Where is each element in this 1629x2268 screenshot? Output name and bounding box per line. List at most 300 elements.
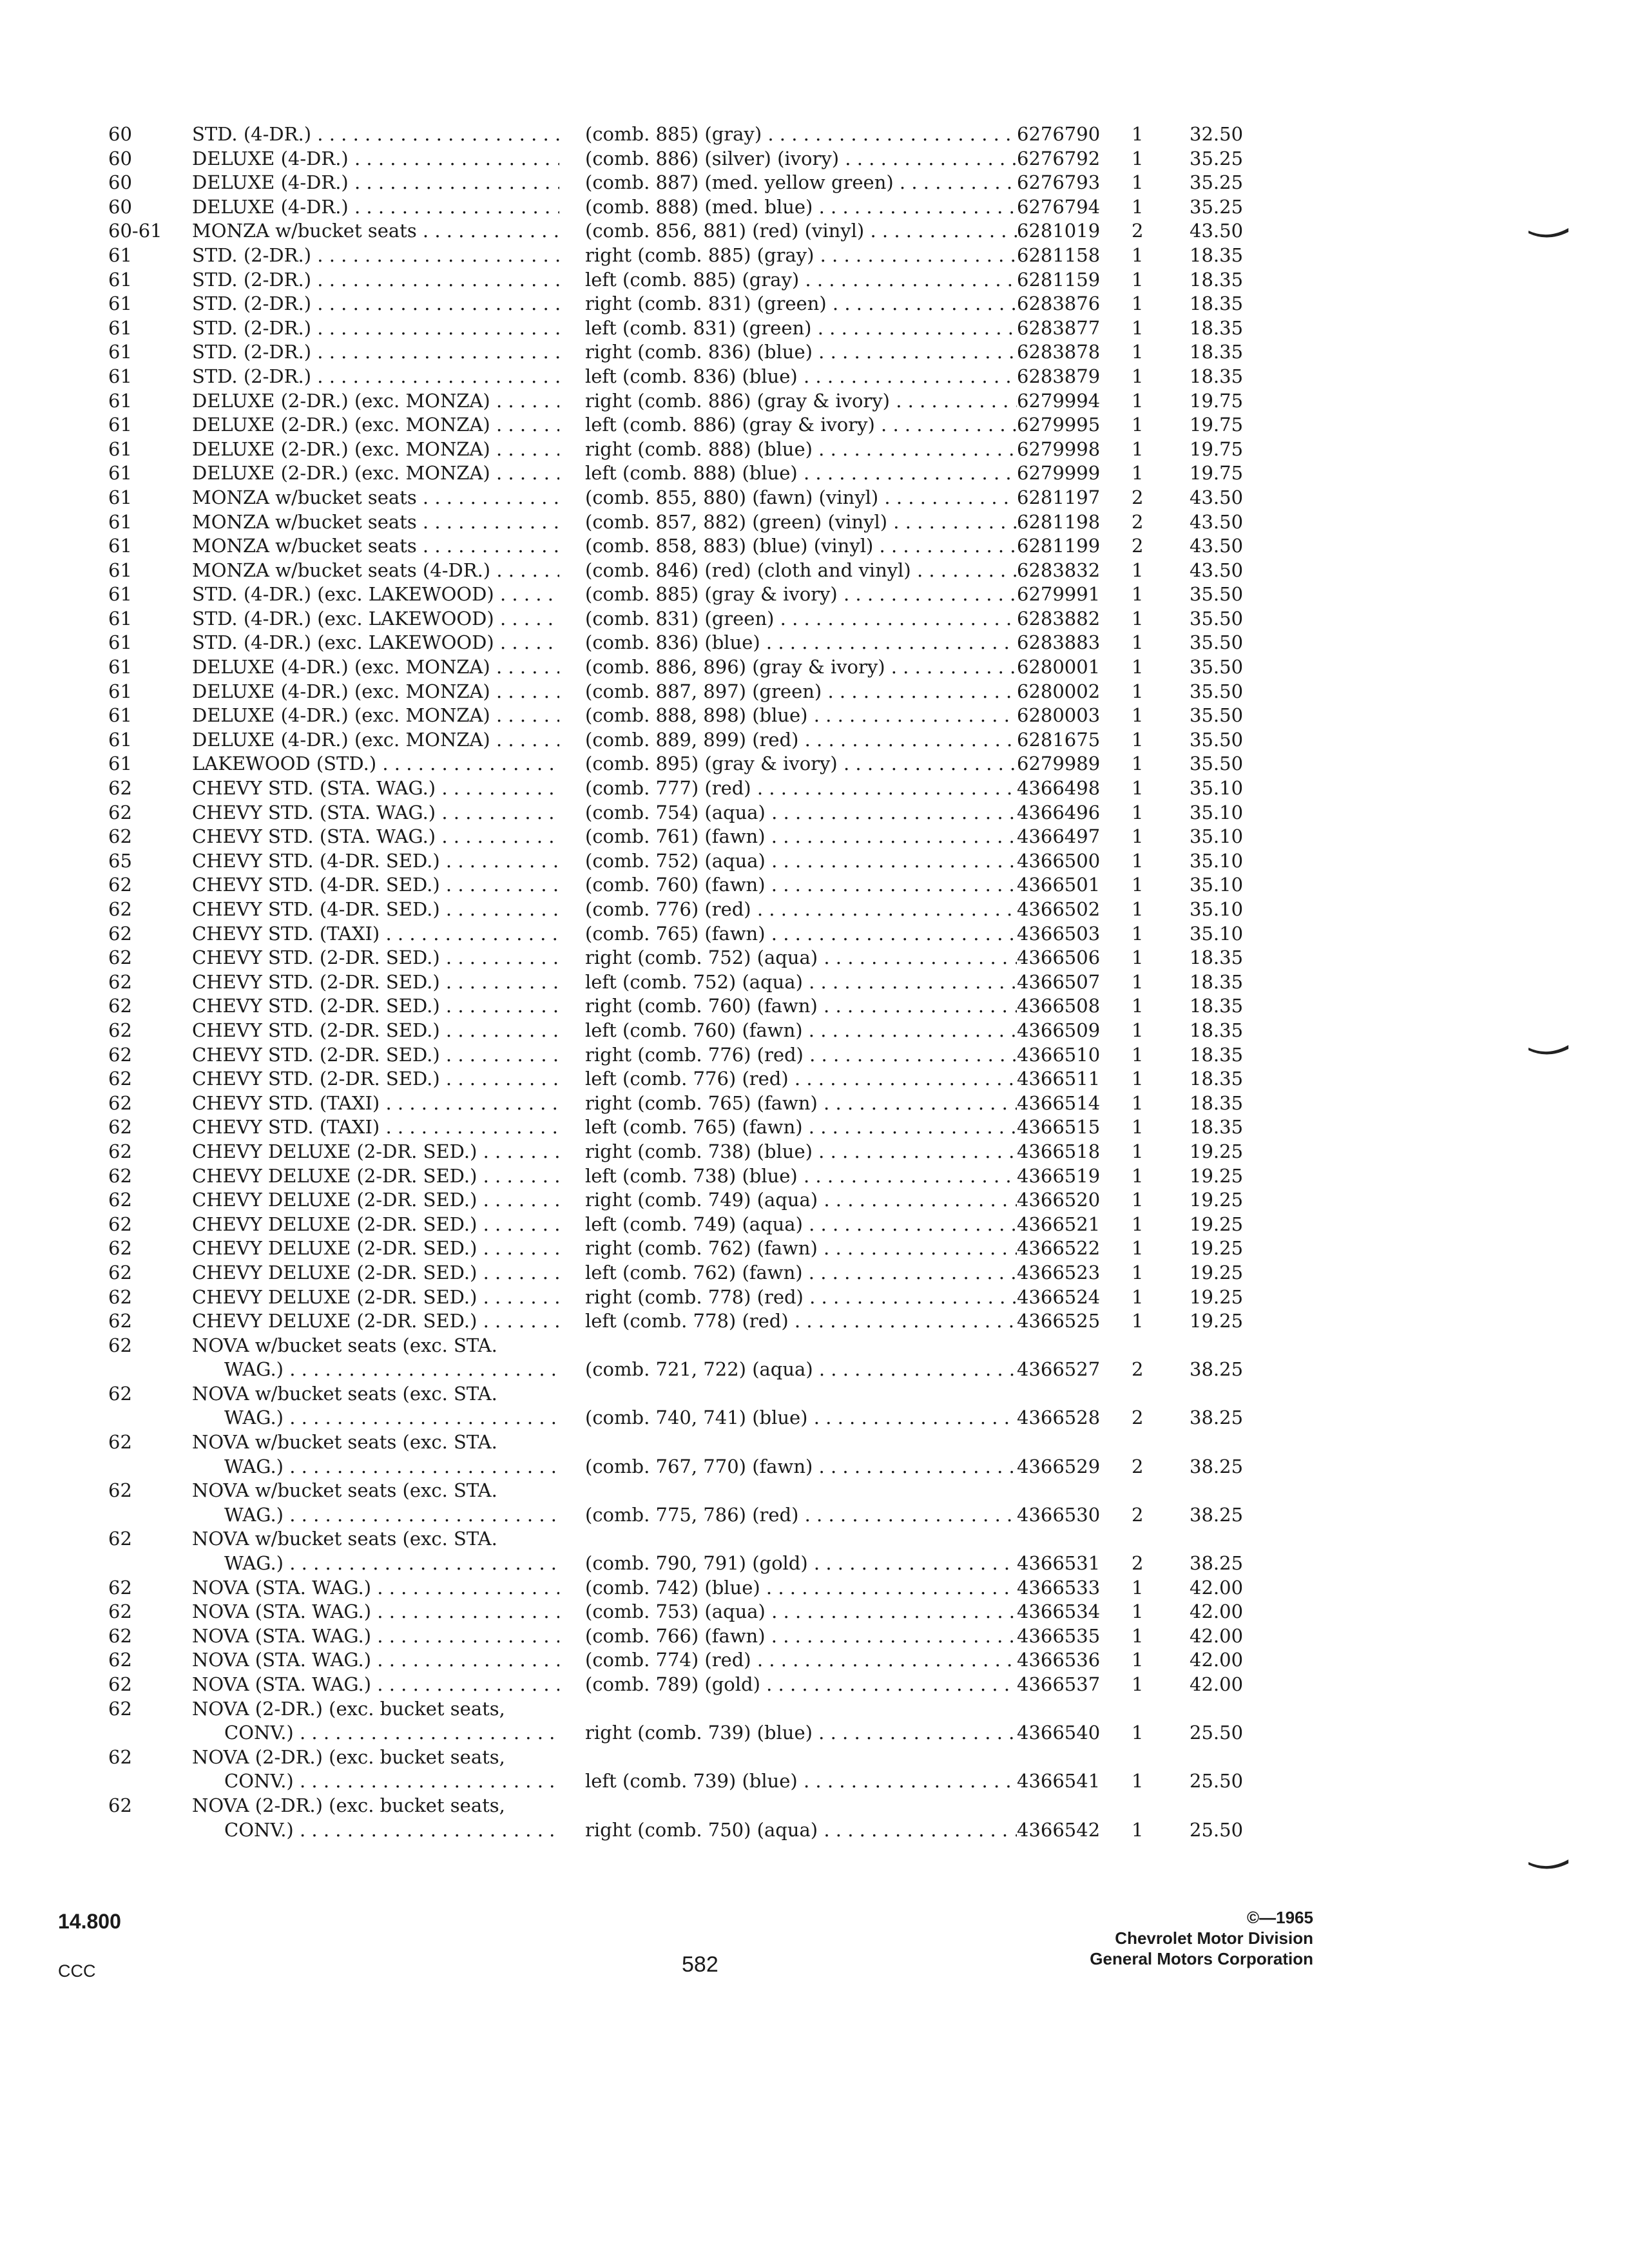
part-number: 4366534: [1017, 1600, 1101, 1623]
table-row: [108, 898, 1268, 922]
quantity: 1: [1132, 680, 1144, 702]
table-row: [108, 1600, 1268, 1624]
part-number: 4366509: [1017, 1019, 1101, 1041]
list-price: 35.25: [1190, 195, 1244, 218]
part-number: 6276792: [1017, 147, 1101, 169]
trim-description: (comb. 789) (gold) . . .: [559, 1673, 1017, 1697]
part-number: 4366498: [1017, 777, 1101, 800]
model-description: MONZA w/bucket seats (4-DR.) . . .: [186, 559, 559, 583]
list-price: 42.00: [1190, 1673, 1244, 1695]
list-price: 42.00: [1190, 1600, 1244, 1623]
model-year: 61: [108, 510, 132, 533]
trim-description: (comb. 740, 741) (blue) . . .: [559, 1406, 1017, 1430]
quantity: 1: [1132, 293, 1144, 315]
part-number: 6279998: [1017, 437, 1101, 460]
trim-description: (comb. 855, 880) (fawn) (vinyl) . . .: [559, 486, 1017, 510]
quantity: 1: [1132, 1576, 1144, 1599]
part-number: 4366540: [1017, 1722, 1101, 1744]
table-row: [108, 946, 1268, 970]
model-year: 62: [108, 1068, 132, 1090]
trim-description: left (comb. 885) (gray) . . .: [559, 268, 1017, 293]
parts-table: [108, 122, 1268, 1842]
model-year: 62: [108, 1382, 132, 1405]
model-description: DELUXE (4-DR.) (exc. MONZA) . . .: [186, 704, 559, 728]
table-row: [108, 704, 1268, 728]
table-row: [108, 849, 1268, 874]
table-row: [108, 1115, 1268, 1140]
table-row: [108, 1648, 1268, 1673]
trim-description: (comb. 775, 786) (red) . . .: [559, 1503, 1017, 1528]
list-price: 35.50: [1190, 656, 1244, 678]
table-row: [108, 244, 1268, 268]
list-price: 18.35: [1190, 1043, 1244, 1066]
trim-description: (comb. 752) (aqua) . . .: [559, 849, 1017, 874]
part-number: 6276793: [1017, 171, 1101, 194]
model-description: [186, 1794, 559, 1842]
quantity: 1: [1132, 1237, 1144, 1260]
table-row: [108, 1334, 1268, 1382]
model-year: 65: [108, 849, 132, 872]
quantity: 1: [1132, 874, 1144, 896]
quantity: 1: [1132, 947, 1144, 969]
part-number: 4366536: [1017, 1649, 1101, 1671]
trim-description: right (comb. 886) (gray & ivory) . . .: [559, 389, 1017, 414]
model-year: 61: [108, 535, 132, 557]
list-price: 43.50: [1190, 510, 1244, 533]
model-description: CHEVY STD. (STA. WAG.) . . .: [186, 776, 559, 801]
quantity: 1: [1132, 462, 1144, 485]
quantity: 1: [1132, 414, 1144, 436]
quantity: 1: [1132, 1770, 1144, 1792]
list-price: 19.25: [1190, 1189, 1244, 1211]
trim-description: right (comb. 739) (blue) . . .: [559, 1721, 1017, 1745]
list-price: 35.10: [1190, 849, 1244, 872]
part-number: 6280002: [1017, 680, 1101, 702]
model-description: STD. (2-DR.) . . .: [186, 244, 559, 268]
model-description: CHEVY STD. (STA. WAG.) . . .: [186, 801, 559, 825]
quantity: 1: [1132, 1116, 1144, 1139]
model-description-line2: WAG.) . . .: [186, 1406, 559, 1430]
model-year: 62: [108, 1140, 132, 1162]
model-description: CHEVY STD. (2-DR. SED.) . . .: [186, 946, 559, 970]
part-number: 6283877: [1017, 316, 1101, 339]
part-number: 4366518: [1017, 1140, 1101, 1162]
model-description: [186, 1745, 559, 1794]
quantity: 1: [1132, 753, 1144, 775]
model-year: 61: [108, 656, 132, 678]
table-row: [108, 873, 1268, 898]
part-number: 6281675: [1017, 728, 1101, 751]
model-year: 62: [108, 801, 132, 823]
quantity: 1: [1132, 1043, 1144, 1066]
model-year: 61: [108, 753, 132, 775]
table-row: [108, 510, 1268, 535]
part-number: 6283832: [1017, 559, 1101, 581]
table-row: [108, 1673, 1268, 1697]
list-price: 35.10: [1190, 777, 1244, 800]
model-year: 62: [108, 825, 132, 848]
table-row: [108, 461, 1268, 486]
model-year: 61: [108, 486, 132, 508]
part-number: 4366501: [1017, 874, 1101, 896]
table-row: [108, 1624, 1268, 1649]
trim-description: (comb. 856, 881) (red) (vinyl) . . .: [559, 219, 1017, 244]
model-year: 62: [108, 1019, 132, 1041]
table-row: [108, 1043, 1268, 1068]
trim-description: (comb. 760) (fawn) . . .: [559, 873, 1017, 898]
quantity: 1: [1132, 1213, 1144, 1235]
part-number: 6283876: [1017, 293, 1101, 315]
quantity: 1: [1132, 583, 1144, 606]
model-description-line1: NOVA w/bucket seats (exc. STA.: [192, 1382, 497, 1405]
model-description: LAKEWOOD (STD.) . . .: [186, 752, 559, 776]
table-row: [108, 534, 1268, 559]
part-number: 4366542: [1017, 1818, 1101, 1841]
quantity: 1: [1132, 631, 1144, 654]
trim-description: right (comb. 750) (aqua) . . .: [559, 1818, 1017, 1843]
model-description: DELUXE (2-DR.) (exc. MONZA) . . .: [186, 461, 559, 486]
model-year: 61: [108, 437, 132, 460]
list-price: 19.25: [1190, 1237, 1244, 1260]
model-year: 62: [108, 1261, 132, 1283]
model-year: 62: [108, 1673, 132, 1695]
model-year: 62: [108, 1479, 132, 1502]
quantity: 1: [1132, 559, 1144, 581]
list-price: 18.35: [1190, 1091, 1244, 1114]
quantity: 1: [1132, 922, 1144, 945]
model-year: 62: [108, 1116, 132, 1139]
list-price: 42.00: [1190, 1649, 1244, 1671]
model-year: 62: [108, 1528, 132, 1550]
part-number: 4366531: [1017, 1552, 1101, 1575]
quantity: 1: [1132, 365, 1144, 387]
trim-description: left (comb. 778) (red) . . .: [559, 1309, 1017, 1334]
list-price: 43.50: [1190, 220, 1244, 242]
model-description: CHEVY STD. (TAXI) . . .: [186, 1115, 559, 1140]
trim-description: left (comb. 762) (fawn) . . .: [559, 1261, 1017, 1285]
part-number: 4366514: [1017, 1091, 1101, 1114]
table-row: [108, 582, 1268, 607]
list-price: 19.75: [1190, 389, 1244, 412]
table-row: [108, 1236, 1268, 1261]
model-year: 62: [108, 947, 132, 969]
trim-description: left (comb. 738) (blue) . . .: [559, 1164, 1017, 1189]
model-description: CHEVY STD. (TAXI) . . .: [186, 1091, 559, 1116]
section-number: 14.800: [58, 1910, 121, 1933]
model-year: 61: [108, 607, 132, 629]
trim-description: (comb. 790, 791) (gold) . . .: [559, 1552, 1017, 1576]
trim-description: left (comb. 749) (aqua) . . .: [559, 1213, 1017, 1237]
trim-description: right (comb. 738) (blue) . . .: [559, 1140, 1017, 1164]
part-number: 4366525: [1017, 1310, 1101, 1332]
list-price: 19.25: [1190, 1140, 1244, 1162]
quantity: 1: [1132, 1649, 1144, 1671]
trim-description: left (comb. 776) (red) . . .: [559, 1067, 1017, 1091]
table-row: [108, 340, 1268, 365]
model-description-line1: NOVA w/bucket seats (exc. STA.: [192, 1479, 497, 1502]
division-name: Chevrolet Motor Division: [1115, 1928, 1313, 1948]
table-row: [108, 219, 1268, 244]
list-price: 18.35: [1190, 341, 1244, 363]
list-price: 38.25: [1190, 1552, 1244, 1575]
quantity: 1: [1132, 123, 1144, 145]
model-description-line1: NOVA w/bucket seats (exc. STA.: [192, 1334, 497, 1356]
quantity: 1: [1132, 1019, 1144, 1041]
table-row: [108, 171, 1268, 195]
quantity: 1: [1132, 970, 1144, 993]
copyright-block: [1090, 1907, 1313, 1969]
table-row: [108, 752, 1268, 776]
quantity: 1: [1132, 1600, 1144, 1623]
quantity: 2: [1132, 510, 1144, 533]
table-row: [108, 1140, 1268, 1164]
part-number: 4366523: [1017, 1261, 1101, 1283]
corporation-name: General Motors Corporation: [1090, 1949, 1313, 1968]
model-year: 62: [108, 1431, 132, 1454]
part-number: 4366528: [1017, 1407, 1101, 1429]
part-number: 4366507: [1017, 970, 1101, 993]
model-description-line1: NOVA (2-DR.) (exc. bucket seats,: [192, 1794, 505, 1816]
model-description: CHEVY STD. (4-DR. SED.) . . .: [186, 873, 559, 898]
quantity: 1: [1132, 195, 1144, 218]
quantity: 1: [1132, 1722, 1144, 1744]
part-number: 4366519: [1017, 1164, 1101, 1187]
model-description-line1: NOVA w/bucket seats (exc. STA.: [192, 1431, 497, 1454]
model-year: 62: [108, 1043, 132, 1066]
trim-description: (comb. 766) (fawn) . . .: [559, 1624, 1017, 1649]
part-number: 6283878: [1017, 341, 1101, 363]
list-price: 38.25: [1190, 1358, 1244, 1381]
model-year: 61: [108, 631, 132, 654]
model-year: 61: [108, 341, 132, 363]
model-description: DELUXE (4-DR.) . . .: [186, 171, 559, 195]
trim-description: right (comb. 752) (aqua) . . .: [559, 946, 1017, 970]
part-number: 4366521: [1017, 1213, 1101, 1235]
list-price: 35.10: [1190, 922, 1244, 945]
list-price: 19.25: [1190, 1164, 1244, 1187]
binder-tab-mark: [1528, 1045, 1568, 1057]
model-year: 62: [108, 1237, 132, 1260]
part-number: 6281198: [1017, 510, 1101, 533]
trim-description: (comb. 761) (fawn) . . .: [559, 825, 1017, 849]
trim-description: left (comb. 836) (blue) . . .: [559, 365, 1017, 389]
part-number: 6281197: [1017, 486, 1101, 508]
model-description-line1: NOVA (2-DR.) (exc. bucket seats,: [192, 1697, 505, 1720]
list-price: 35.50: [1190, 728, 1244, 751]
trim-description: (comb. 888, 898) (blue) . . .: [559, 704, 1017, 728]
table-row: [108, 1188, 1268, 1213]
table-row: [108, 1067, 1268, 1091]
part-number: 4366506: [1017, 947, 1101, 969]
part-number: 4366500: [1017, 849, 1101, 872]
model-year: 61: [108, 268, 132, 291]
model-description: DELUXE (2-DR.) (exc. MONZA) . . .: [186, 389, 559, 414]
model-description-line2: CONV.) . . .: [186, 1721, 559, 1745]
model-year: 62: [108, 1576, 132, 1599]
table-row: [108, 1213, 1268, 1237]
model-description: MONZA w/bucket seats . . .: [186, 486, 559, 510]
model-year: 62: [108, 898, 132, 920]
model-year: 62: [108, 970, 132, 993]
model-description: STD. (2-DR.) . . .: [186, 292, 559, 316]
model-year: 61: [108, 462, 132, 485]
quantity: 1: [1132, 147, 1144, 169]
model-year: 60: [108, 123, 132, 145]
model-description: CHEVY STD. (2-DR. SED.) . . .: [186, 1067, 559, 1091]
trim-description: right (comb. 831) (green) . . .: [559, 292, 1017, 316]
model-description: DELUXE (2-DR.) (exc. MONZA) . . .: [186, 437, 559, 462]
model-description: STD. (4-DR.) (exc. LAKEWOOD) . . .: [186, 582, 559, 607]
table-row: [108, 1745, 1268, 1794]
trim-description: (comb. 767, 770) (fawn) . . .: [559, 1455, 1017, 1479]
part-number: 6276790: [1017, 123, 1101, 145]
binder-tab-mark: [1528, 228, 1568, 240]
part-number: 4366522: [1017, 1237, 1101, 1260]
model-description: STD. (4-DR.) . . .: [186, 122, 559, 147]
model-year: 60: [108, 147, 132, 169]
list-price: 19.75: [1190, 437, 1244, 460]
list-price: 19.25: [1190, 1261, 1244, 1283]
trim-description: (comb. 858, 883) (blue) (vinyl) . . .: [559, 534, 1017, 559]
quantity: 1: [1132, 1189, 1144, 1211]
list-price: 18.35: [1190, 970, 1244, 993]
quantity: 1: [1132, 704, 1144, 727]
model-year: 62: [108, 995, 132, 1017]
quantity: 1: [1132, 777, 1144, 800]
trim-description: (comb. 836) (blue) . . .: [559, 631, 1017, 655]
model-year: 61: [108, 244, 132, 266]
quantity: 1: [1132, 1310, 1144, 1332]
list-price: 35.50: [1190, 607, 1244, 629]
table-row: [108, 1164, 1268, 1189]
part-number: 6281158: [1017, 244, 1101, 266]
model-description-line2: WAG.) . . .: [186, 1358, 559, 1382]
model-description: STD. (2-DR.) . . .: [186, 340, 559, 365]
model-year: 62: [108, 1697, 132, 1720]
quantity: 1: [1132, 656, 1144, 678]
trim-description: left (comb. 831) (green) . . .: [559, 316, 1017, 341]
model-description: [186, 1527, 559, 1575]
part-number: 4366533: [1017, 1576, 1101, 1599]
table-row: [108, 801, 1268, 825]
list-price: 18.35: [1190, 1068, 1244, 1090]
table-row: [108, 486, 1268, 510]
trim-description: left (comb. 752) (aqua) . . .: [559, 970, 1017, 995]
model-year: 62: [108, 1600, 132, 1623]
part-number: 4366537: [1017, 1673, 1101, 1695]
model-year: 62: [108, 1745, 132, 1768]
list-price: 35.25: [1190, 171, 1244, 194]
model-description: DELUXE (2-DR.) (exc. MONZA) . . .: [186, 413, 559, 437]
quantity: 1: [1132, 849, 1144, 872]
model-description: [186, 1430, 559, 1479]
trim-description: (comb. 887, 897) (green) . . .: [559, 680, 1017, 704]
model-description: CHEVY STD. (2-DR. SED.) . . .: [186, 1019, 559, 1043]
trim-description: (comb. 857, 882) (green) (vinyl) . . .: [559, 510, 1017, 535]
part-number: 6279991: [1017, 583, 1101, 606]
quantity: 1: [1132, 898, 1144, 920]
list-price: 25.50: [1190, 1722, 1244, 1744]
model-description: CHEVY STD. (4-DR. SED.) . . .: [186, 849, 559, 874]
table-row: [108, 631, 1268, 655]
list-price: 18.35: [1190, 244, 1244, 266]
model-year: 61: [108, 414, 132, 436]
part-number: 4366503: [1017, 922, 1101, 945]
table-row: [108, 365, 1268, 389]
table-row: [108, 437, 1268, 462]
model-description: [186, 1334, 559, 1382]
model-description: CHEVY DELUXE (2-DR. SED.) . . .: [186, 1285, 559, 1310]
quantity: 1: [1132, 1285, 1144, 1308]
trim-description: (comb. 774) (red) . . .: [559, 1648, 1017, 1673]
model-year: 61: [108, 680, 132, 702]
part-number: 6281159: [1017, 268, 1101, 291]
model-description: DELUXE (4-DR.) (exc. MONZA) . . .: [186, 655, 559, 680]
model-description-line2: WAG.) . . .: [186, 1503, 559, 1528]
model-description: MONZA w/bucket seats . . .: [186, 510, 559, 535]
model-description: STD. (2-DR.) . . .: [186, 365, 559, 389]
model-year: 60: [108, 195, 132, 218]
table-row: [108, 607, 1268, 631]
part-number: 6279999: [1017, 462, 1101, 485]
model-description: NOVA (STA. WAG.) . . .: [186, 1648, 559, 1673]
table-row: [108, 1697, 1268, 1745]
list-price: 38.25: [1190, 1455, 1244, 1477]
quantity: 1: [1132, 244, 1144, 266]
trim-description: (comb. 846) (red) (cloth and vinyl) . . .: [559, 559, 1017, 583]
list-price: 18.35: [1190, 1019, 1244, 1041]
trim-description: (comb. 888) (med. blue) . . .: [559, 195, 1017, 220]
part-number: 4366515: [1017, 1116, 1101, 1139]
trim-description: (comb. 754) (aqua) . . .: [559, 801, 1017, 825]
list-price: 18.35: [1190, 365, 1244, 387]
model-year: 61: [108, 559, 132, 581]
list-price: 18.35: [1190, 947, 1244, 969]
trim-description: left (comb. 886) (gray & ivory) . . .: [559, 413, 1017, 437]
trim-description: (comb. 886, 896) (gray & ivory) . . .: [559, 655, 1017, 680]
quantity: 2: [1132, 1552, 1144, 1575]
quantity: 1: [1132, 1261, 1144, 1283]
quantity: 2: [1132, 1358, 1144, 1381]
part-number: 4366541: [1017, 1770, 1101, 1792]
quantity: 2: [1132, 486, 1144, 508]
part-number: 6283883: [1017, 631, 1101, 654]
part-number: 6276794: [1017, 195, 1101, 218]
table-row: [108, 655, 1268, 680]
model-year: 62: [108, 1310, 132, 1332]
trim-description: left (comb. 760) (fawn) . . .: [559, 1019, 1017, 1043]
model-year: 62: [108, 1213, 132, 1235]
list-price: 35.10: [1190, 801, 1244, 823]
model-year: 61: [108, 293, 132, 315]
table-row: [108, 389, 1268, 414]
part-number: 4366535: [1017, 1624, 1101, 1647]
table-row: [108, 292, 1268, 316]
model-description: NOVA (STA. WAG.) . . .: [186, 1624, 559, 1649]
model-year: 62: [108, 1794, 132, 1816]
table-row: [108, 1309, 1268, 1334]
quantity: 2: [1132, 1407, 1144, 1429]
table-row: [108, 1527, 1268, 1575]
quantity: 1: [1132, 1624, 1144, 1647]
model-description: CHEVY DELUXE (2-DR. SED.) . . .: [186, 1261, 559, 1285]
quantity: 1: [1132, 389, 1144, 412]
model-description: CHEVY STD. (2-DR. SED.) . . .: [186, 1043, 559, 1068]
model-description: CHEVY STD. (TAXI) . . .: [186, 922, 559, 947]
quantity: 1: [1132, 268, 1144, 291]
quantity: 1: [1132, 316, 1144, 339]
model-description: [186, 1382, 559, 1430]
